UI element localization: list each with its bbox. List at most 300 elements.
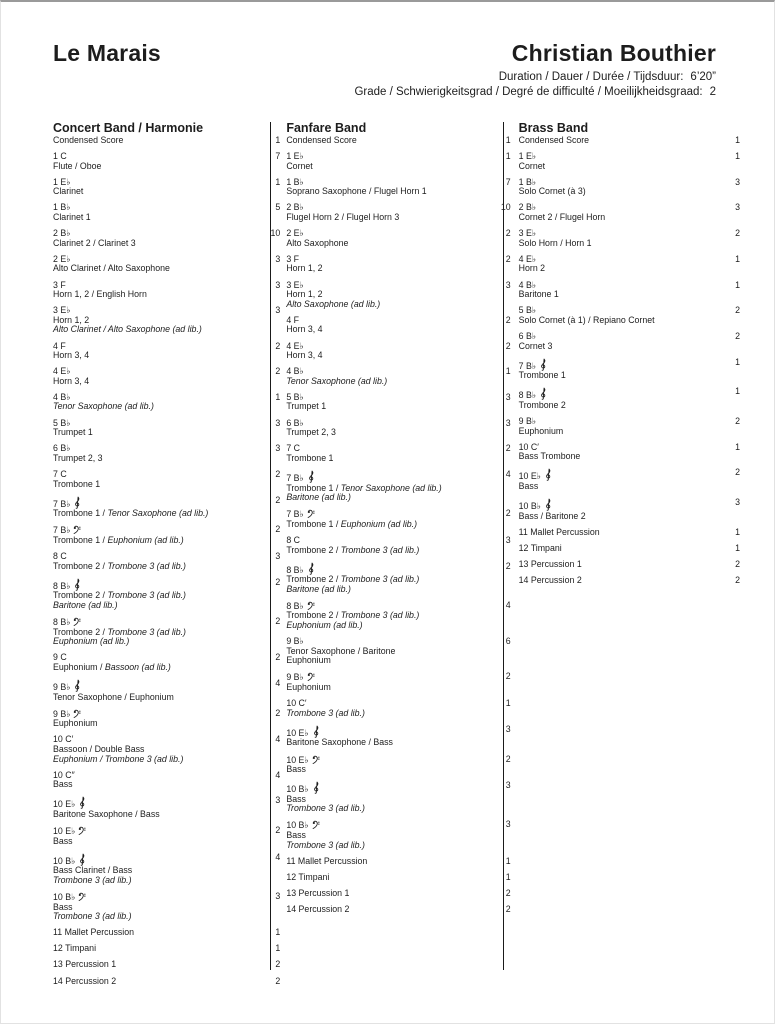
part-label: 13 Percussion 1 [286, 887, 350, 898]
bass-clef-icon [73, 525, 81, 535]
duration-value: 6’20” [690, 71, 716, 83]
quantity: 4 [275, 769, 281, 780]
part-line [53, 944, 232, 954]
part-label: 12 Timpani [518, 542, 562, 553]
part-label: 4 B♭ [286, 366, 304, 377]
instrument-row [53, 494, 281, 519]
quantity: 2 [505, 560, 511, 571]
quantity: 2 [505, 340, 511, 351]
grade-line [53, 85, 716, 100]
part-label: 8 C [286, 534, 301, 545]
part-line [286, 820, 462, 831]
instrument-row [286, 202, 511, 223]
instrument-row [286, 340, 511, 361]
quantity: 3 [505, 819, 511, 830]
quantity: 7 [275, 151, 281, 162]
instrument-line: Alto Saxophone [286, 237, 349, 248]
instrument-row [53, 975, 281, 987]
part-label: 4 B♭ [518, 279, 537, 290]
part-label: 7 B♭ [53, 525, 71, 536]
part-label: 10 E♭ [286, 727, 309, 738]
header [53, 40, 716, 67]
part-label: 10 C′ [286, 698, 307, 709]
instrument-row [518, 542, 740, 554]
column-title: Brass Band [518, 121, 589, 135]
quantity: 2 [275, 975, 281, 986]
part-line [53, 960, 232, 970]
instrument-line: Trombone 1 [286, 452, 334, 463]
quantity: 3 [505, 279, 511, 290]
instrument-line: Bass Trombone [518, 451, 581, 462]
quantity: 1 [735, 526, 740, 537]
part-label: 11 Mallet Percussion [518, 526, 600, 537]
instrument-line: Tenor Saxophone (ad lib.) [286, 375, 388, 386]
instrument-line: Trumpet 2, 3 [53, 452, 103, 463]
instrument-row [286, 780, 511, 814]
quantity: 1 [735, 441, 740, 452]
part-label: 4 B♭ [53, 391, 71, 402]
instrument-line: Clarinet 2 / Clarinet 3 [53, 237, 136, 248]
part-label: 1 E♭ [53, 176, 71, 187]
treble-clef-icon [78, 853, 86, 866]
quantity: 3 [275, 253, 281, 264]
part-label: 4 E♭ [286, 340, 304, 351]
instrument-row [53, 615, 281, 647]
instrument-row [286, 671, 511, 693]
quantity: 2 [275, 340, 281, 351]
instrument-row [53, 253, 281, 274]
instrument-line: Tenor Saxophone / Baritone [286, 645, 396, 656]
bass-clef-icon [73, 709, 81, 719]
part-label: 2 E♭ [286, 228, 304, 239]
instrument-line: Trombone 2 / Trombone 3 (ad lib.) [53, 590, 186, 601]
instrument-line: Bass [53, 779, 73, 790]
instrument-row [53, 340, 281, 361]
instrument-line: Bass [286, 830, 306, 841]
instrument-line: Bass [53, 901, 73, 912]
quantity: 1 [735, 386, 740, 397]
parts-list [286, 135, 511, 915]
quantity: 3 [505, 417, 511, 428]
instrument-row [286, 366, 511, 386]
quantity: 3 [275, 795, 281, 806]
instrument-row [53, 707, 281, 729]
part-label: Condensed Score [518, 135, 590, 145]
instrument-line: Baritone (ad lib.) [286, 583, 351, 594]
part-line [53, 679, 232, 693]
part-label: 7 B♭ [286, 509, 304, 520]
instrument-line: Baritone Saxophone / Bass [286, 737, 393, 748]
part-line [519, 544, 692, 554]
part-label: 1 B♭ [518, 176, 537, 187]
instrument-line: Trombone 3 (ad lib.) [53, 874, 132, 885]
instrument-row [286, 314, 511, 335]
instrument-row [53, 135, 281, 146]
part-line [519, 528, 692, 538]
quantity: 1 [275, 943, 281, 954]
instrument-row [286, 599, 511, 631]
part-line [519, 576, 692, 586]
instrument-line: Horn 1, 2 [286, 289, 323, 300]
instrument-line: Alto Saxophone (ad lib.) [286, 298, 381, 309]
instrument-line: Trombone 1 / Euphonium (ad lib.) [286, 518, 418, 529]
instrument-line: Euphonium / Trombone 3 (ad lib.) [53, 753, 184, 764]
part-line [53, 796, 232, 810]
quantity: 3 [505, 780, 511, 791]
instrument-line: Baritone (ad lib.) [286, 492, 351, 503]
instrument-line: Horn 3, 4 [53, 375, 90, 386]
part-label: 12 Timpani [286, 871, 330, 882]
part-line [286, 857, 462, 867]
part-label: 10 E♭ [53, 799, 76, 810]
part-label: 2 B♭ [518, 202, 537, 213]
instrument-row [518, 497, 740, 521]
quantity: 2 [505, 753, 511, 764]
instrument-row [518, 558, 740, 570]
instrument-row [53, 551, 281, 571]
quantity: 4 [275, 851, 281, 862]
part-line [519, 468, 692, 482]
instrument-row [286, 698, 511, 718]
quantity: 3 [275, 305, 281, 316]
part-label: 7 B♭ [53, 498, 71, 509]
instrument-row [286, 253, 511, 274]
instrument-line: Euphonium [286, 682, 331, 693]
instrument-line: Cornet 2 / Flugel Horn [518, 212, 606, 223]
quantity: 2 [735, 415, 740, 426]
part-label: 8 B♭ [286, 600, 304, 611]
instrument-line: Tenor Saxophone (ad lib.) [53, 401, 154, 412]
instrument-row [53, 468, 281, 489]
part-label: 10 E♭ [286, 754, 309, 765]
instrument-line: Trombone 3 (ad lib.) [53, 911, 132, 922]
part-label: 3 F [53, 279, 66, 290]
quantity: 2 [505, 508, 511, 519]
part-label: 6 B♭ [286, 417, 304, 428]
sheet [1, 2, 774, 986]
treble-clef-icon [78, 796, 86, 809]
instrument-line: Solo Cornet (à 3) [518, 186, 586, 197]
part-line [286, 136, 462, 146]
part-line [286, 755, 462, 766]
part-label: 5 B♭ [286, 391, 304, 402]
part-label: 1 C [53, 151, 67, 162]
instrument-row [53, 769, 281, 790]
quantity: 2 [275, 707, 281, 718]
instrument-line: Euphonium / Bassoon (ad lib.) [53, 661, 171, 672]
part-line [53, 578, 232, 592]
instrument-row [518, 135, 740, 146]
part-label: 1 E♭ [518, 151, 537, 162]
quantity: 3 [505, 391, 511, 402]
quantity: 10 [270, 228, 281, 239]
quantity: 3 [505, 534, 511, 545]
quantity: 4 [505, 468, 511, 479]
instrument-row [53, 890, 281, 922]
instrument-row [286, 151, 511, 171]
instrument-row [518, 151, 740, 171]
part-label: 3 E♭ [53, 305, 71, 316]
instrument-row [518, 176, 740, 197]
instrument-row [518, 386, 740, 410]
quantity: 2 [505, 253, 511, 264]
part-line [53, 928, 232, 938]
instrument-row [53, 851, 281, 886]
instrument-line: Trombone 2 / Trombone 3 (ad lib.) [286, 610, 420, 621]
quantity: 1 [505, 855, 511, 866]
treble-clef-icon [544, 468, 552, 481]
instrument-row [53, 652, 281, 672]
instrument-line: Bass [53, 835, 73, 846]
quantity: 3 [735, 176, 740, 187]
instrument-line: Euphonium [518, 425, 564, 436]
instrument-line: Trombone 2 / Trombone 3 (ad lib.) [286, 574, 420, 585]
bass-clef-icon [307, 601, 315, 611]
part-label: 10 B♭ [53, 891, 76, 902]
quantity: 3 [275, 890, 281, 901]
instrument-line: Tenor Saxophone / Euphonium [53, 691, 174, 702]
part-label: 1 B♭ [53, 202, 71, 213]
part-label: 10 E♭ [518, 471, 541, 482]
column-title: Fanfare Band [286, 121, 367, 135]
part-label: 13 Percussion 1 [53, 959, 117, 970]
part-label: 7 B♭ [286, 472, 304, 483]
treble-clef-icon [539, 358, 547, 371]
quantity: 1 [505, 871, 511, 882]
quantity: 1 [505, 366, 511, 377]
instrument-row [53, 959, 281, 970]
part-label: 9 B♭ [53, 708, 71, 719]
quantity: 2 [735, 228, 740, 239]
quantity: 3 [275, 551, 281, 561]
quantity: 1 [275, 927, 281, 938]
quantity: 2 [275, 959, 281, 970]
part-label: 4 F [53, 340, 66, 351]
treble-clef-icon [73, 496, 81, 509]
instrument-line: Alto Clarinet / Alto Saxophone (ad lib.) [53, 324, 202, 335]
part-label: 8 B♭ [286, 564, 304, 575]
quantity: 2 [505, 228, 511, 239]
part-label: 10 E♭ [53, 825, 76, 836]
part-label: 5 B♭ [518, 305, 537, 316]
instrument-line: Horn 1, 2 [286, 263, 323, 274]
part-line [53, 892, 232, 903]
bass-clef-icon [307, 672, 315, 682]
instrument-row [518, 441, 740, 462]
part-label: 9 B♭ [286, 636, 304, 647]
quantity: 3 [735, 202, 740, 213]
quantity: 10 [500, 202, 511, 213]
part-label: 5 B♭ [53, 417, 71, 428]
instrument-line: Trombone 2 / Trombone 3 (ad lib.) [53, 626, 186, 637]
instrument-row [286, 871, 511, 883]
instrument-row [286, 508, 511, 529]
part-label: 2 B♭ [53, 228, 71, 239]
part-label: 1 E♭ [286, 151, 304, 162]
instrument-line: Baritone Saxophone / Bass [53, 808, 160, 819]
bass-clef-icon [73, 617, 81, 627]
quantity: 2 [275, 652, 281, 663]
parts-list [53, 135, 281, 986]
part-label: Condensed Score [53, 135, 124, 145]
quantity: 2 [505, 887, 511, 898]
quantity: 4 [275, 677, 281, 688]
instrument-row [53, 391, 281, 412]
part-line [53, 136, 232, 146]
instrument-row [286, 534, 511, 555]
instrument-line: Trombone 1 / Euphonium (ad lib.) [53, 534, 184, 545]
instrument-row [286, 855, 511, 867]
instrument-line: Solo Horn / Horn 1 [518, 237, 592, 248]
instrument-row [286, 753, 511, 775]
treble-clef-icon [307, 562, 315, 575]
instrument-row [286, 443, 511, 463]
quantity: 4 [275, 734, 281, 745]
part-label: 10 C′ [518, 441, 539, 452]
part-label: 11 Mallet Percussion [286, 855, 368, 866]
quantity: 3 [275, 443, 281, 454]
part-label: 2 E♭ [53, 253, 71, 264]
composer-name: Christian Bouthier [511, 40, 716, 66]
part-label: 13 Percussion 1 [518, 558, 582, 569]
instrument-line: Trombone 3 (ad lib.) [286, 707, 365, 718]
treble-clef-icon [544, 498, 552, 511]
part-label: 4 F [286, 314, 300, 325]
part-line [519, 560, 692, 570]
quantity: 1 [505, 135, 511, 145]
quantity: 2 [275, 576, 281, 587]
instrument-row [518, 415, 740, 436]
instrument-line: Trombone 1 / Tenor Saxophone (ad lib.) [53, 508, 209, 519]
instrument-row [518, 526, 740, 538]
instrument-line: Trombone 2 / Trombone 3 (ad lib.) [286, 544, 420, 555]
instrument-row [286, 636, 511, 666]
quantity: 5 [275, 202, 281, 213]
instrument-line: Trombone 1 [53, 478, 101, 489]
instrument-row [286, 819, 511, 850]
instrumentation-columns [53, 121, 740, 986]
instrument-line: Horn 1, 2 [53, 314, 90, 325]
part-line [519, 498, 692, 512]
part-label: 9 C [53, 652, 67, 663]
part-line [286, 781, 462, 795]
part-label: 10 C′ [53, 734, 74, 745]
bass-clef-icon [312, 755, 320, 765]
grade-label: Grade / Schwierigkeitsgrad / Degré de difficulté / Moeilijkheidsgraad: [354, 85, 703, 98]
part-label: 8 B♭ [518, 390, 537, 401]
column-fanfare-band [270, 121, 511, 970]
instrument-row [53, 279, 281, 300]
instrument-line: Trombone 3 (ad lib.) [286, 839, 365, 850]
instrument-line: Trumpet 1 [53, 427, 93, 438]
quantity: 2 [505, 443, 511, 454]
instrument-line: Trombone 2 / Trombone 3 (ad lib.) [53, 560, 186, 571]
part-line [53, 853, 232, 867]
part-line [519, 358, 692, 372]
instrument-row [53, 151, 281, 171]
quantity: 2 [275, 824, 281, 835]
part-label: Condensed Score [286, 135, 357, 145]
instrument-line: Baritone (ad lib.) [53, 599, 118, 610]
parts-list [518, 135, 740, 586]
instrument-line: Flugel Horn 2 / Flugel Horn 3 [286, 212, 400, 223]
part-line [53, 977, 232, 987]
instrument-line: Euphonium [53, 718, 98, 729]
instrument-line: Cornet [518, 160, 546, 171]
quantity: 1 [735, 135, 740, 145]
quantity: 1 [735, 151, 740, 162]
instrument-row [286, 417, 511, 438]
column-concert-band [53, 121, 281, 986]
quantity: 1 [735, 542, 740, 553]
column-brass-band [503, 121, 740, 970]
part-label: 14 Percussion 2 [53, 975, 117, 986]
quantity: 1 [735, 253, 740, 264]
quantity: 2 [735, 467, 740, 478]
quantity: 2 [275, 615, 281, 626]
part-line [519, 387, 692, 401]
quantity: 7 [505, 176, 511, 187]
quantity: 1 [275, 391, 281, 402]
part-label: 4 E♭ [53, 366, 71, 377]
instrument-row [286, 228, 511, 248]
quantity: 2 [735, 558, 740, 569]
duration-label: Duration / Dauer / Durée / Tijdsduur: [498, 71, 684, 83]
part-label: 3 F [286, 253, 300, 264]
instrument-row [53, 677, 281, 702]
instrument-row [53, 824, 281, 846]
quantity: 2 [275, 366, 281, 377]
instrument-line: Horn 3, 4 [286, 350, 323, 361]
instrument-row [286, 887, 511, 899]
part-label: 9 B♭ [53, 681, 71, 692]
instrument-line: Cornet 3 [518, 340, 553, 351]
duration-line [53, 70, 716, 85]
instrument-line: Alto Clarinet / Alto Saxophone [53, 263, 170, 274]
instrument-row [53, 576, 281, 611]
part-label: 2 B♭ [286, 202, 304, 213]
instrument-line: Trombone 1 / Tenor Saxophone (ad lib.) [286, 482, 442, 493]
quantity: 1 [735, 279, 740, 290]
instrument-row [518, 330, 740, 351]
instrument-row [53, 176, 281, 197]
instrument-row [53, 305, 281, 335]
instrument-row [53, 734, 281, 764]
instrument-line: Horn 1, 2 / English Horn [53, 289, 147, 300]
instrument-line: Bass [286, 793, 306, 804]
instrument-row [53, 795, 281, 819]
instrument-row [518, 356, 740, 381]
quantity: 2 [275, 494, 281, 505]
instrument-row [286, 723, 511, 748]
quantity: 2 [505, 314, 511, 325]
instrument-line: Clarinet [53, 186, 84, 197]
instrument-row [518, 575, 740, 586]
instrument-line: Flute / Oboe [53, 160, 102, 171]
instrument-row [53, 202, 281, 223]
part-label: 8 B♭ [53, 616, 71, 627]
part-line [286, 873, 462, 883]
instrument-line: Bass [286, 764, 306, 775]
treble-clef-icon [312, 725, 320, 738]
part-label: 3 E♭ [518, 228, 537, 239]
part-label: 7 C [286, 443, 301, 454]
instrument-line: Baritone 1 [518, 289, 559, 300]
quantity: 3 [275, 417, 281, 428]
instrument-line: Bass Clarinet / Bass [53, 865, 133, 876]
quantity: 1 [735, 356, 740, 367]
part-line [286, 562, 462, 576]
